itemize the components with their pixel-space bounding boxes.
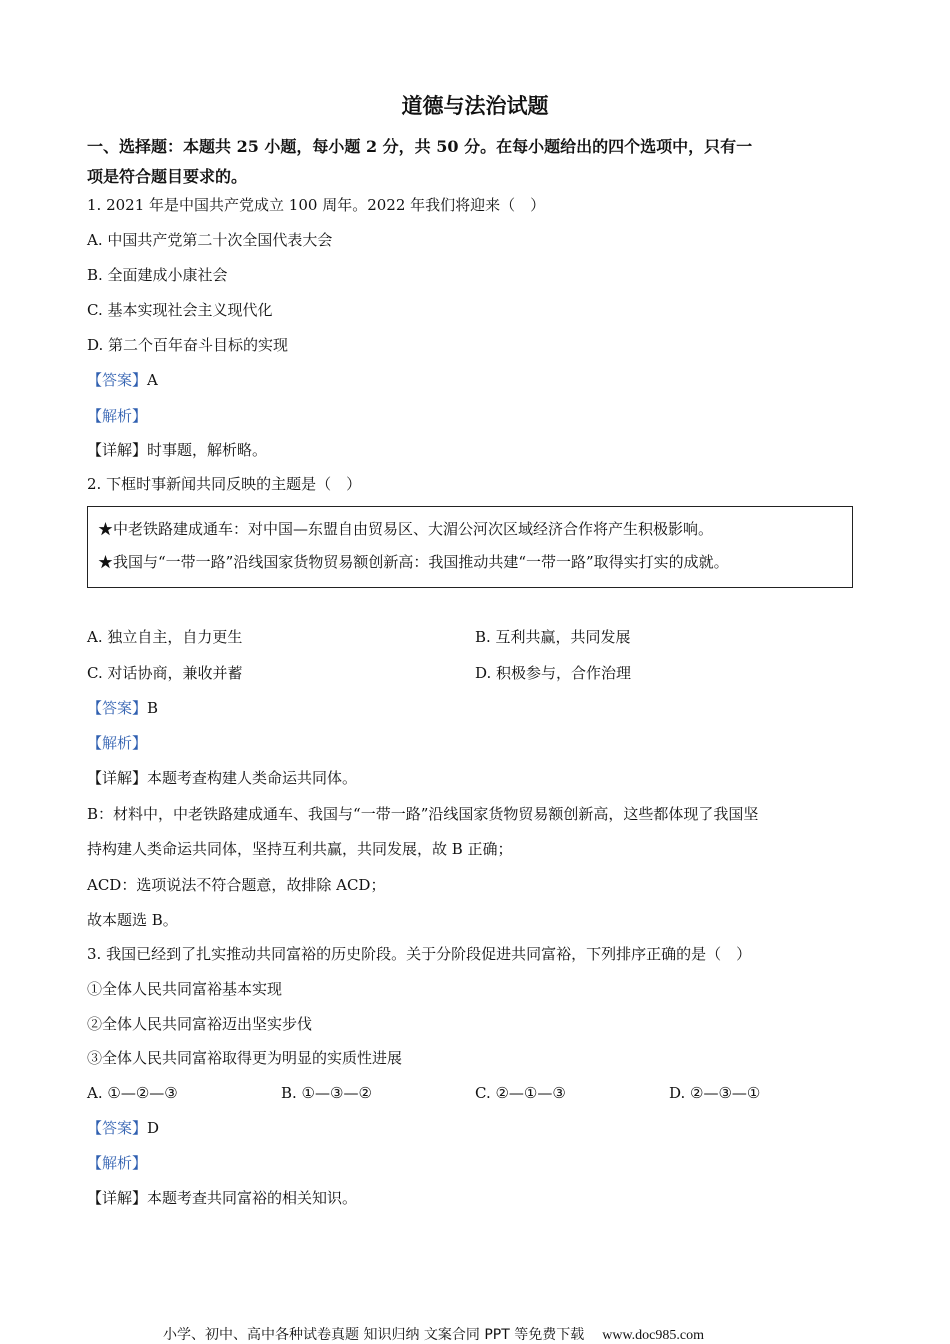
news-box: [87, 506, 853, 588]
footer-text: 小学、初中、高中各种试卷真题 知识归纳 文案合同 PPT 等免费下载: [163, 1327, 585, 1343]
q1-answer-value: A: [147, 371, 158, 389]
q3-option-b: B. ①—③—②: [281, 1084, 372, 1102]
q2-answer-value: B: [147, 699, 159, 717]
q3-option-a: A. ①—②—③: [87, 1084, 178, 1102]
q2-option-c: C. 对话协商，兼收并蓄: [87, 664, 243, 682]
q3-answer: [87, 1118, 159, 1138]
q2-analysis-tag: 【解析】: [87, 734, 148, 752]
q3-stem: 3. 我国已经到了扎实推动共同富裕的历史阶段。关于分阶段促进共同富裕，下列排序正确的是（ ）: [87, 945, 752, 963]
page-footer: [163, 1324, 704, 1344]
q3-option-c: C. ②—①—③: [475, 1084, 566, 1102]
q3-detail: 【详解】本题考查共同富裕的相关知识。: [87, 1189, 358, 1207]
q1-option-d: D. 第二个百年奋斗目标的实现: [87, 336, 289, 354]
news-item-2: ★我国与“一带一路”沿线国家货物贸易额创新高：我国推动共建“一带一路”取得实打实的成就。: [98, 553, 729, 571]
q1-option-b: B. 全面建成小康社会: [87, 266, 228, 284]
footer-url[interactable]: www.doc985.com: [602, 1328, 704, 1343]
answer-tag: 【答案】: [87, 1119, 148, 1137]
q1-stem: 1. 2021 年是中国共产党成立 100 周年。2022 年我们将迎来（ ）: [87, 196, 546, 214]
answer-tag: 【答案】: [87, 699, 148, 717]
q2-option-a: A. 独立自主，自力更生: [87, 628, 243, 646]
q2-stem: 2. 下框时事新闻共同反映的主题是（ ）: [87, 475, 362, 493]
q3-answer-value: D: [147, 1119, 160, 1137]
q2-detail-2: B：材料中，中老铁路建成通车、我国与“一带一路”沿线国家货物贸易额创新高，这些都体现了我国坚: [87, 805, 759, 823]
q2-answer: [87, 698, 158, 718]
q3-item-2: ②全体人民共同富裕迈出坚实步伐: [87, 1015, 313, 1033]
q2-detail-5: 故本题选 B。: [87, 911, 178, 929]
q3-option-d: D. ②—③—①: [669, 1084, 761, 1102]
q1-option-a: A. 中国共产党第二十次全国代表大会: [87, 231, 333, 249]
section-heading-line1: 一、选择题：本题共 25 小题，每小题 2 分，共 50 分。在每小题给出的四个选项中，只有一: [87, 137, 753, 156]
q1-answer: [87, 370, 158, 390]
q3-analysis-tag: 【解析】: [87, 1154, 148, 1172]
q2-option-d: D. 积极参与，合作治理: [475, 664, 632, 682]
answer-tag: 【答案】: [87, 371, 148, 389]
q3-item-3: ③全体人民共同富裕取得更为明显的实质性进展: [87, 1049, 403, 1067]
page-title: 道德与法治试题: [401, 93, 549, 118]
news-item-1: ★中老铁路建成通车：对中国—东盟自由贸易区、大湄公河次区域经济合作将产生积极影响。: [98, 520, 714, 538]
section-heading-line2: 项是符合题目要求的。: [87, 167, 248, 186]
q2-option-b: B. 互利共赢，共同发展: [475, 628, 631, 646]
q1-detail: 【详解】时事题，解析略。: [87, 441, 268, 459]
q2-detail-4: ACD：选项说法不符合题意，故排除 ACD；: [87, 876, 386, 894]
q3-item-1: ①全体人民共同富裕基本实现: [87, 980, 283, 998]
q2-detail-3: 持构建人类命运共同体，坚持互利共赢，共同发展，故 B 正确；: [87, 840, 513, 858]
q1-option-c: C. 基本实现社会主义现代化: [87, 301, 273, 319]
q2-detail-1: 【详解】本题考查构建人类命运共同体。: [87, 769, 358, 787]
q1-analysis-tag: 【解析】: [87, 407, 148, 425]
